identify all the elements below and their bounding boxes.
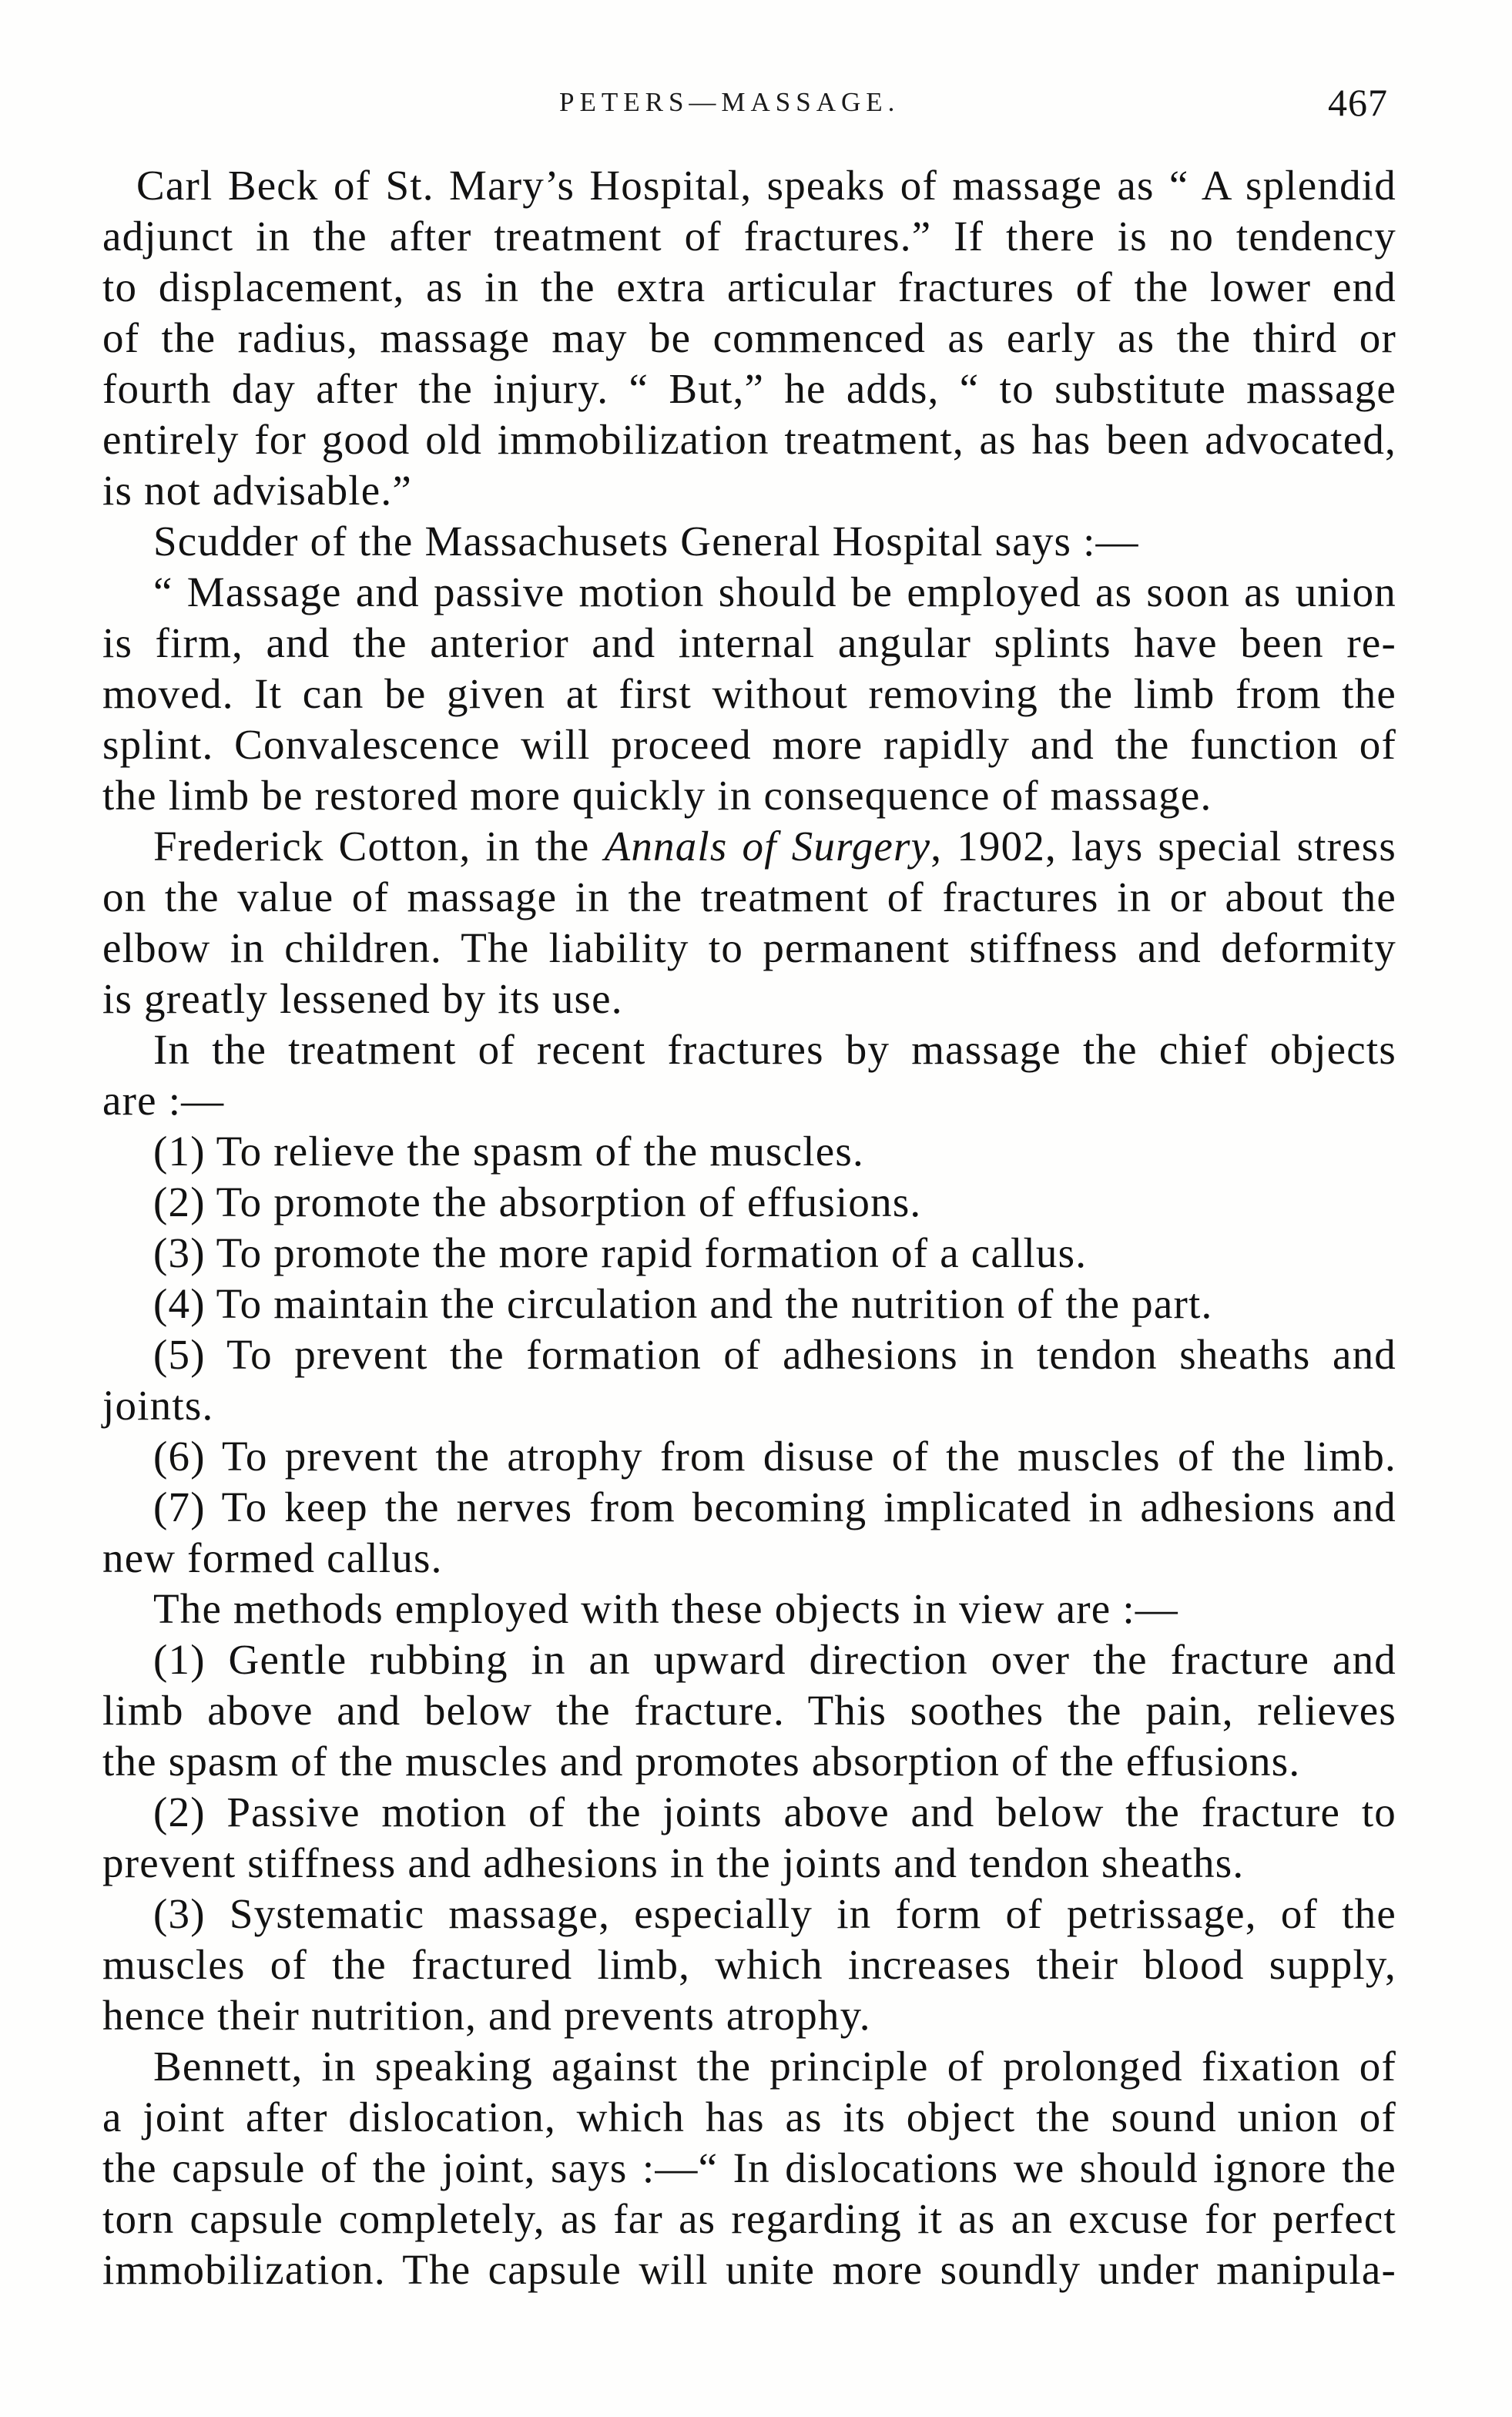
text-line: (1) To relieve the spasm of the muscles. [153,1128,864,1175]
journal-title: Annals of Surgery [604,823,931,870]
text-line: prevent stiffness and adhesions in the joints and tendon sheaths. [102,1839,1245,1886]
running-head [0,0,1512,139]
text-line: Carl Beck of St. Mary’s Hospital, speaks of massage as “ A splendid [136,162,1396,209]
list-item [102,1279,1396,1329]
text-line: (1) Gentle rubbing in an upward direction over the fracture and [153,1636,1396,1683]
text-line: joints. [102,1382,214,1429]
list-item [102,1228,1396,1279]
paragraph [102,1584,1396,1634]
text-line: the capsule of the joint, says :—“ In dislocations we should ignore the [102,2144,1396,2191]
text-line: The methods employed with these objects in view are :— [153,1585,1179,1632]
text-line: a joint after dislocation, which has as its object the sound union of [102,2094,1396,2140]
paragraph [102,516,1396,567]
text-line: hence their nutrition, and prevents atrophy. [102,1992,871,2039]
paragraph [102,1024,1396,1126]
text-line: (3) Systematic massage, especially in form of petrissage, of the [153,1890,1396,1937]
text-segment: Frederick Cotton, in the [153,823,605,870]
list-item [102,1329,1396,1431]
text-line: Bennett, in speaking against the principle of prolonged fixation of [153,2043,1396,2090]
paragraph [102,821,1396,1024]
page-body [102,160,1396,2295]
text-line: fourth day after the injury. “ But,” he adds, “ to substitute massage [102,365,1396,412]
running-title: PETERS—MASSAGE. [559,87,900,117]
objects-list [102,1126,1396,1584]
text-line: adjunct in the after treatment of fractures.” If there is no tendency [102,213,1396,260]
text-line: (7) To keep the nerves from becoming implicated in adhesions and [153,1483,1396,1530]
text-line: the limb be restored more quickly in consequence of massage. [102,772,1212,819]
list-item [102,1889,1396,2041]
text-line: (4) To maintain the circulation and the nutrition of the part. [153,1280,1213,1327]
list-item [102,1431,1396,1482]
list-item [102,1787,1396,1889]
list-item [102,1634,1396,1787]
text-line: of the radius, massage may be commenced as early as the third or [102,314,1396,361]
text-line [102,821,1396,872]
text-segment: , 1902, lays special stress [930,823,1396,870]
text-line: are :— [102,1077,225,1124]
text-line: limb above and below the fracture. This soothes the pain, relieves [102,1687,1396,1734]
page-number: 467 [1328,81,1388,124]
methods-list [102,1634,1396,2041]
text-line: In the treatment of recent fractures by massage the chief objects [153,1026,1396,1073]
text-line: Scudder of the Massachusets General Hospital says :— [153,518,1139,565]
text-line: entirely for good old immobilization treatment, as has been advocated, [102,416,1396,463]
text-line: to displacement, as in the extra articular fractures of the lower end [102,263,1396,310]
text-line: (5) To prevent the formation of adhesions in tendon sheaths and [153,1331,1396,1378]
paragraph [102,160,1396,516]
text-line: is not advisable.” [102,467,412,514]
text-line: on the value of massage in the treatment of fractures in or about the [102,873,1396,920]
text-line: (2) To promote the absorption of effusions. [153,1178,922,1225]
text-line: splint. Convalescence will proceed more rapidly and the function of [102,721,1396,768]
paragraph [102,2041,1396,2295]
text-line: (6) To prevent the atrophy from disuse of the muscles of the limb. [153,1433,1396,1480]
text-line: torn capsule completely, as far as regarding it as an excuse for perfect [102,2195,1396,2242]
text-line: (3) To promote the more rapid formation of a callus. [153,1229,1088,1276]
text-line: (2) Passive motion of the joints above and below the fracture to [153,1788,1396,1835]
text-line: new formed callus. [102,1534,443,1581]
text-line: is greatly lessened by its use. [102,975,623,1022]
text-line: is firm, and the anterior and internal angular splints have been re- [102,619,1396,666]
text-line: immobilization. The capsule will unite more soundly under manipula- [102,2246,1396,2293]
list-item [102,1482,1396,1584]
text-line: muscles of the fractured limb, which increases their blood supply, [102,1941,1396,1988]
list-item [102,1177,1396,1228]
text-line: elbow in children. The liability to permanent stiffness and deformity [102,924,1396,971]
list-item [102,1126,1396,1177]
text-line: “ Massage and passive motion should be employed as soon as union [153,568,1396,615]
block-quote [102,567,1396,821]
text-line: moved. It can be given at first without removing the limb from the [102,670,1396,717]
text-line: the spasm of the muscles and promotes absorption of the effusions. [102,1738,1301,1785]
